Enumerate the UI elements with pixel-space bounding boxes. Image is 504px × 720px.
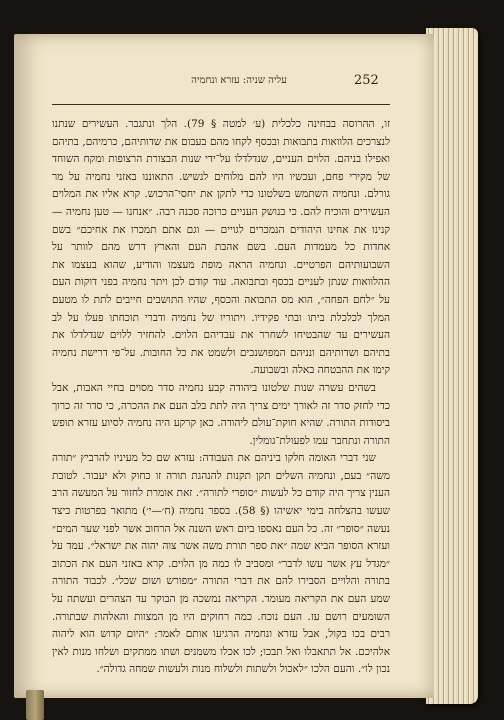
page-header <box>14 72 434 94</box>
body-text <box>52 116 390 679</box>
running-head: עליה שניה: עזרא ונחמיה <box>191 75 287 86</box>
book-page <box>14 34 434 698</box>
paragraph: בשהים עשרה שנות שלטונו ביהודה קבע נחמיה סדר מסוים בחיי האבות, אבל כדי לחזק סדר זה לאורך ימים צריך היה לתת בלב העם את ההכרה, כי סדר זה כרוך ביסודות התורה. שהיא חוקת־עולם ליהודה. כאן קרקע היה נחמיה לסיוע עזרא תופש התורה ונתחבר עמו לפעולת־גומלין. <box>52 381 390 447</box>
page-number: 252 <box>354 73 379 88</box>
paragraph: שני דברי האומה חלקו ביניהם את העבודה: עזרא שם כל מעיניו להרביץ ״תורה משה״ בעם, ונחמיה השלים תקן תקנות להנהגת תורה זו כחוק ולא יעבור. לטובת הענין צריך היה קודם כל לעשות ״סופרי לתורה״. זאת אומרת לחזור על המעשה הרב שעשו בהצלחה בימי יאשיהו (§ 58). בספר נחמיה (ח׳—י׳) מתואר בפרטות כיצד נעשה ״סופר״ זה. כל העם נאספו ביום ראש השנה אל הרחוב אשר לפני שער המים״ ועזרא הסופר הביא שמה ״את ספר תורת משה אשר צוה יהוה את ישראל״. עמד על ״מגדל עץ אשר עשו לדבר״ ומסביב לו כמה מן הלוים. קרא באזני העם את הכתוב בתורה והלויים הסבירו להם את דברי התורה ״מפורש ושום שכל״. לכבוד התורה שמע העם את הקריאה מעומד. הקריאה נמשכה מן הבוקר עד הצהרים ועשתה על השומעים רושם עז. העם נוכח. כמה רחוקים היו מן המצוות והאלהות שבתורה. רבים בכו בקול, אבל עזרא ונחמיה הרגיעו אותם לאמר: ״היום קדוש הוא ליהוה אלהיכם. אל תתאבלו ואל תבכו; לכו אכלו משמנים ושתו ממתקים ושלחו מנות לאין נכון לו״. והעם הלכו ״לאכול ולשתות ולשלוח מנות ולעשות שמחה גדולה״. <box>52 452 390 676</box>
header-rule <box>52 104 390 105</box>
paragraph: זו, ההרוסה בבחינה כלכלית (ע׳ למטה § 79). הלך ונתגבר. העשירים שנתנו לנצרכים הלוואות בתבואות ובכסף לקחו מהם בעבום את שדותיהם, כרמיהם, בתיהם ואפילו בניהם. הלוים העניים, שנדלדלו על־ידי שנות הבצורת הרצופות ומקח השוחד של מקירי פחם, ועכשיו היו להם מלוחים לנשיש. התאוננו באזני נחמיה על מר גורלם. ונחמיה השתמש בשלטונו כדי לתקן את יחסי־הרכוש. קרא אליו את המלוים העשירים והוכיח להם. כי בנושק העניים כרוכה סכנה רבה. ״אנחנו — טען נחמיה — קנינו את אחינו היהודים הנמכרים לגויים — וגם אתם תמכרו את אחיכם״ בשם אחדות כל מעמדות העם. בשם אהבת העם והארץ דרש מהם לוותר על השבועותיהם הפרטיים. ונחמיה הראה מופת מעצמו והודיע, שהוא בעצמו את ההלוואות שנתן לעניים בכסף ובתבואה. עוד קודם לכן ויתר נחמיה בפני דוקות העם על ״לחם הפחה״, הוא מס התבואה והכסף, שהיו התושבים חייבים לתת לו מטעם המלך לכלכלת ביתו ובתי פקידיו. ויתוריו של נחמיה ודברי תוכחתו פעלו על לב העשירים עד שהבטיחו לשחרר את עבדיהם הלוים. להחזיר ללוים שנדלדלו את בתיהם ושדותיהם ונניהם המפושנכים ולשמט את כל החובות. על־פי דרישת נחמיה קימו את ההבטחה באלה ובשבועה. <box>52 118 391 377</box>
bookmark-ribbon <box>26 690 44 720</box>
